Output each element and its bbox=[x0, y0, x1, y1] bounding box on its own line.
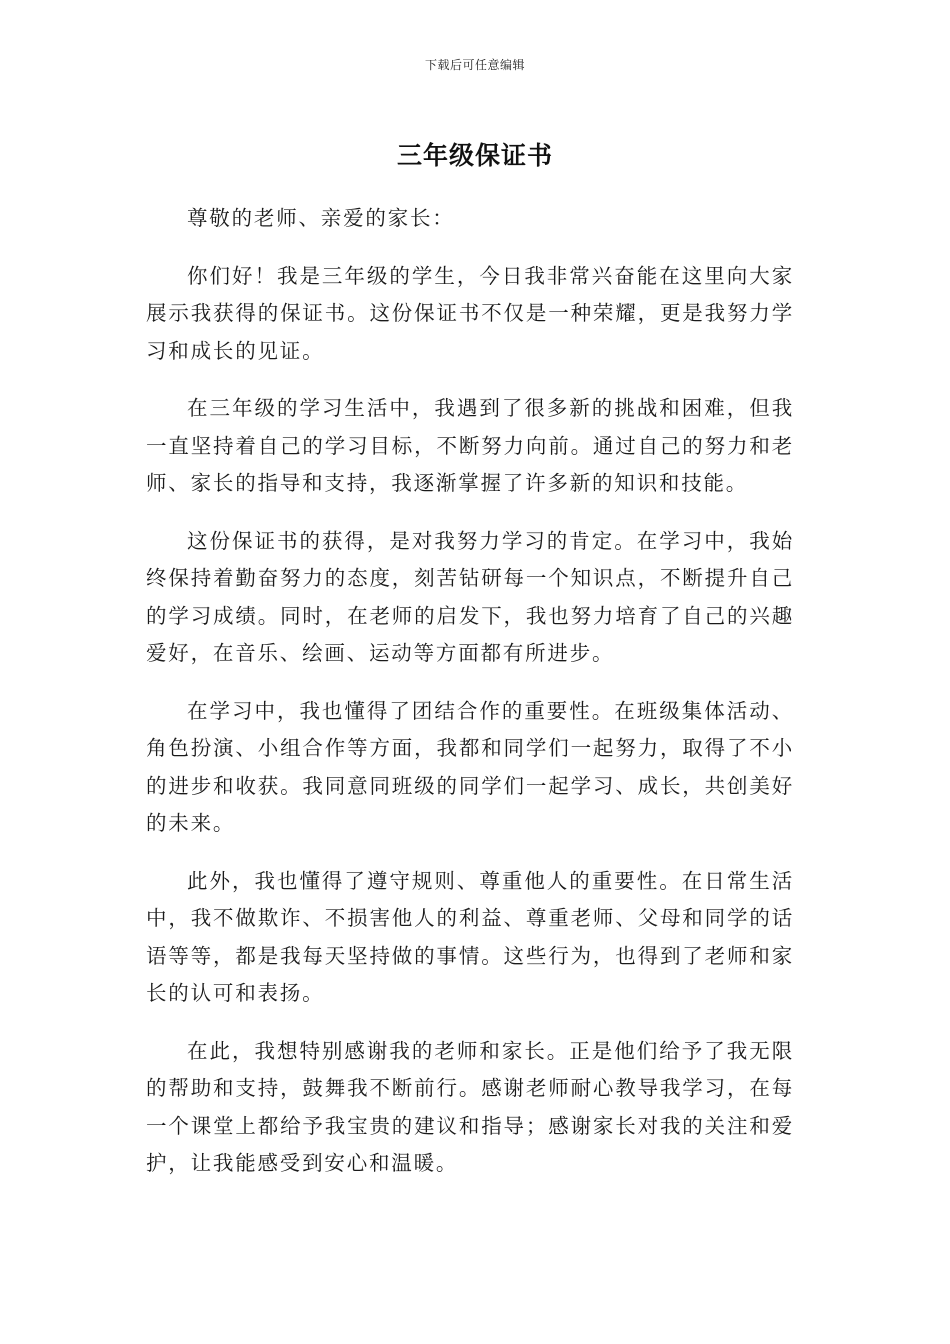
document-body bbox=[146, 200, 794, 1203]
body-paragraph: 你们好！我是三年级的学生，今日我非常兴奋能在这里向大家展示我获得的保证书。这份保证书不仅是一种荣耀，更是我努力学习和成长的见证。 bbox=[146, 263, 794, 363]
body-paragraph: 在此，我想特别感谢我的老师和家长。正是他们给予了我无限的帮助和支持，鼓舞我不断前行。感谢老师耐心教导我学习，在每一个课堂上都给予我宝贵的建议和指导；感谢家长对我的关注和爱护，让我能感受到安心和温暖。 bbox=[146, 1038, 794, 1175]
salutation-paragraph: 尊敬的老师、亲爱的家长： bbox=[187, 206, 455, 230]
document-title: 三年级保证书 bbox=[396, 141, 553, 170]
header-note: 下载后可任意编辑 bbox=[424, 58, 525, 72]
body-paragraph: 此外，我也懂得了遵守规则、尊重他人的重要性。在日常生活中，我不做欺诈、不损害他人的利益、尊重老师、父母和同学的话语等等，都是我每天坚持做的事情。这些行为，也得到了老师和家长的认可和表扬。 bbox=[146, 868, 794, 1005]
body-paragraph: 在学习中，我也懂得了团结合作的重要性。在班级集体活动、角色扮演、小组合作等方面，我都和同学们一起努力，取得了不小的进步和收获。我同意同班级的同学们一起学习、成长，共创美好的未来。 bbox=[146, 698, 794, 835]
body-paragraph: 这份保证书的获得，是对我努力学习的肯定。在学习中，我始终保持着勤奋努力的态度，刻苦钻研每一个知识点，不断提升自己的学习成绩。同时，在老师的启发下，我也努力培育了自己的兴趣爱好，在音乐、绘画、运动等方面都有所进步。 bbox=[146, 528, 794, 665]
body-paragraph: 在三年级的学习生活中，我遇到了很多新的挑战和困难，但我一直坚持着自己的学习目标，不断努力向前。通过自己的努力和老师、家长的指导和支持，我逐渐掌握了许多新的知识和技能。 bbox=[146, 396, 794, 495]
